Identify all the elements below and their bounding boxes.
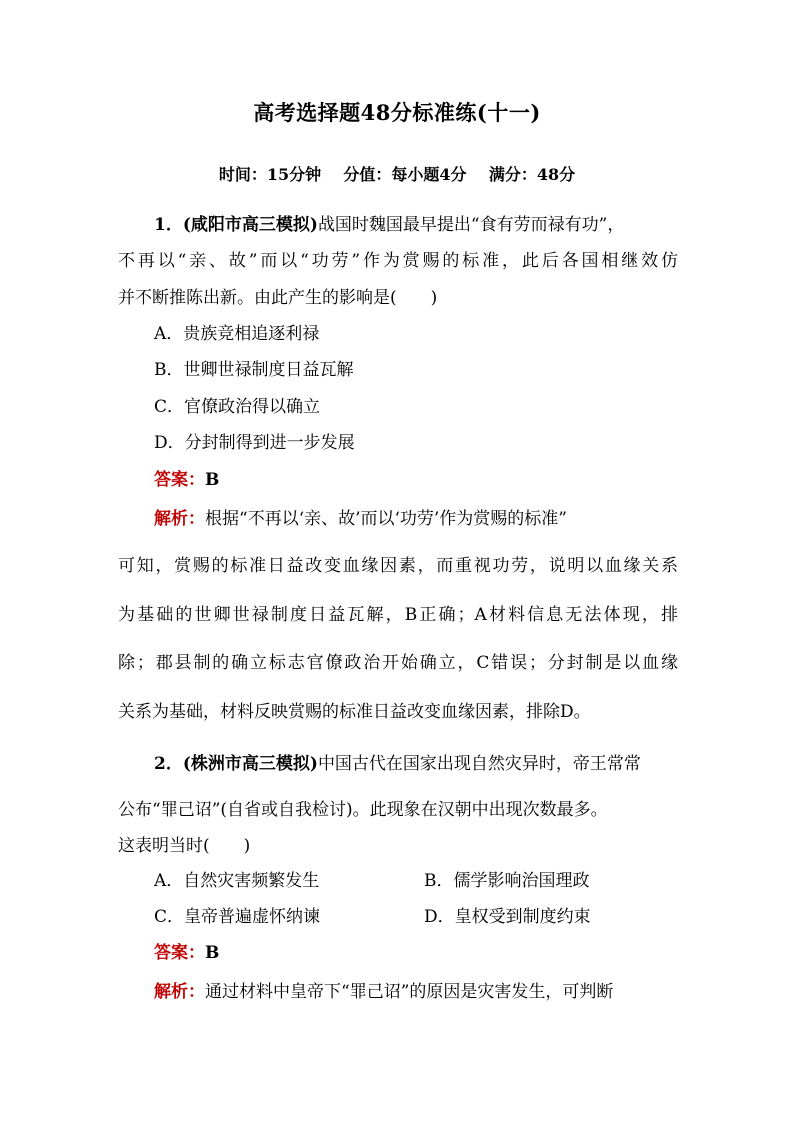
q1-answer-label: 答案： [154, 470, 205, 490]
q1-stem-line2: 不再以“亲、故”而以“功劳”作为赏赐的标准，此后各国相继效仿 [118, 251, 678, 271]
q1-analysis-text1: 根据“不再以‘亲、故’而以‘功劳’作为赏赐的标准” [205, 509, 567, 529]
score-info: 分值：每小题4分 [343, 165, 467, 184]
q1-option-d: D．分封制得到进一步发展 [154, 433, 355, 453]
q2-stem-line2: 公布“罪己诏”(自省或自我检讨)。此现象在汉朝中出现次数最多。 [118, 800, 608, 820]
q1-analysis-line4: 除；郡县制的确立标志官僚政治开始确立，C错误；分封制是以血缘 [118, 653, 678, 673]
q2-answer-label: 答案： [154, 943, 205, 963]
q2-option-d: D．皇权受到制度约束 [424, 907, 591, 927]
q1-analysis-line3: 为基础的世卿世禄制度日益瓦解，B正确；A材料信息无法体现，排 [118, 605, 678, 625]
q1-source: (咸阳市高三模拟) [182, 215, 318, 235]
q1-option-c: C．官僚政治得以确立 [154, 397, 321, 417]
q1-answer-value: B [205, 470, 220, 490]
q1-option-a: A．贵族竞相追逐利禄 [154, 324, 320, 344]
q2-analysis-line1 [154, 977, 613, 1002]
q2-analysis-text1: 通过材料中皇帝下“罪己诏”的原因是灾害发生，可判断 [205, 982, 614, 1002]
q1-analysis-line5: 关系为基础，材料反映赏赐的标准日益改变血缘因素，排除D。 [118, 702, 591, 722]
q1-stem-line3: 并不断推陈出新。由此产生的影响是( ) [118, 288, 438, 308]
q1-analysis-line1 [154, 504, 567, 529]
page-title: 高考选择题48分标准练(十一) [253, 100, 541, 125]
q2-option-a: A．自然灾害频繁发生 [154, 871, 320, 891]
q1-option-b: B．世卿世禄制度日益瓦解 [154, 360, 354, 380]
q2-stem-line3: 这表明当时( ) [118, 836, 251, 856]
q1-number: 1． [154, 215, 183, 235]
q2-source: (株洲市高三模拟) [182, 754, 318, 774]
q2-option-c: C．皇帝普遍虚怀纳谏 [154, 907, 321, 927]
q1-analysis-line2: 可知，赏赐的标准日益改变血缘因素，而重视功劳，说明以血缘关系 [118, 556, 678, 576]
q2-analysis-label: 解析： [154, 982, 205, 1002]
q2-stem-line1 [154, 749, 641, 774]
q2-answer [154, 938, 219, 963]
total-info: 满分：48分 [488, 165, 576, 184]
q1-answer [154, 465, 219, 490]
q2-stem-text1: 中国古代在国家出现自然灾异时，帝王常常 [317, 754, 641, 774]
exam-meta [0, 162, 794, 185]
q1-analysis-label: 解析： [154, 509, 205, 529]
q1-stem-line1 [154, 210, 624, 235]
q1-stem-text1: 战国时魏国最早提出“食有劳而禄有功”， [317, 215, 625, 235]
q2-option-b: B．儒学影响治国理政 [424, 871, 590, 891]
q2-answer-value: B [205, 943, 220, 963]
time-info: 时间：15分钟 [218, 165, 322, 184]
q2-number: 2． [154, 754, 183, 774]
